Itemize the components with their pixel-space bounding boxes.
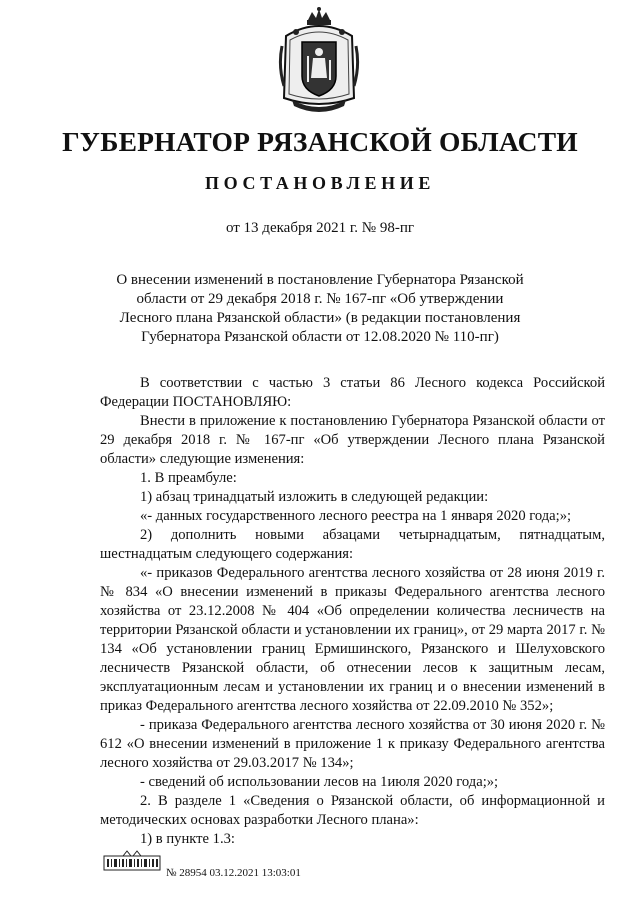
- governor-title: ГУБЕРНАТОР РЯЗАНСКОЙ ОБЛАСТИ: [62, 126, 578, 157]
- document-type: ПОСТАНОВЛЕНИЕ: [205, 173, 435, 193]
- paragraph-introduce: Внести в приложение к постановлению Губернатора Рязанской области от 29 декабря 2018 г. № 167-пг «Об утверждении Лесного плана Рязанской области» следующие изменения:: [100, 413, 605, 467]
- document-body: [100, 374, 605, 849]
- document-date-number: от 13 декабря 2021 г. № 98-пг: [225, 220, 415, 236]
- subject-line: О внесении изменений в постановление Губернатора Рязанской: [116, 272, 524, 288]
- registration-number: № 28954 03.12.2021 13:03:01: [166, 867, 301, 879]
- paragraph-preamble: В соответствии с частью 3 статьи 86 Лесного кодекса Российской Федерации ПОСТАНОВЛЯЮ:: [100, 375, 605, 410]
- paragraph-forest-use: - сведений об использовании лесов на 1июля 2020 года;»;: [140, 774, 499, 790]
- barcode-stamp-icon: [103, 850, 161, 872]
- paragraph-order-612: - приказа Федерального агентства лесного хозяйства от 30 июня 2020 г. № 612 «О внесении изменений в приложение 1 к приказу Федерального агентства лесного хозяйства от 29.03.2017 № 134»;: [100, 717, 605, 771]
- coat-of-arms-emblem: [278, 6, 360, 114]
- subject-line: области от 29 декабря 2018 г. № 167-пг «Об утверждении: [136, 291, 504, 307]
- paragraph-item-1: 1. В преамбуле:: [140, 470, 237, 486]
- paragraph-quote: «- данных государственного лесного реестра на 1 января 2020 года;»;: [140, 508, 572, 524]
- paragraph-subitem-1-3: 1) в пункте 1.3:: [140, 831, 235, 847]
- paragraph-quote-orders: «- приказов Федерального агентства лесного хозяйства от 28 июня 2019 г. № 834 «О внесении изменений в приказы Федерального агентства лесного хозяйства от 23.12.2008 № 404 «Об определении количества лесничеств на территории Рязанской области и установлении их границ», от 29 марта 2017 г. № 134 «Об установлении границ Ермишинского, Рязанского и Шелуховского лесничеств Рязанской области, об отнесении лесов к защитным лесам, эксплуатационным лесам и установлении их границ и о внесении изменений в приказ Федерального агентства лесного хозяйства от 22.09.2010 № 352»;: [100, 565, 605, 714]
- paragraph-item-2: 2. В разделе 1 «Сведения о Рязанской области, об информационной и методических основах разработки Лесного плана»:: [100, 793, 605, 828]
- paragraph-subitem-2: 2) дополнить новыми абзацами четырнадцатым, пятнадцатым, шестнадцатым следующего содержания:: [100, 527, 605, 562]
- subject-line: Лесного плана Рязанской области» (в редакции постановления: [119, 310, 521, 326]
- document-subject: [100, 271, 540, 347]
- paragraph-subitem-1: 1) абзац тринадцатый изложить в следующей редакции:: [140, 489, 489, 505]
- subject-line: Губернатора Рязанской области от 12.08.2020 № 110-пг): [141, 329, 499, 345]
